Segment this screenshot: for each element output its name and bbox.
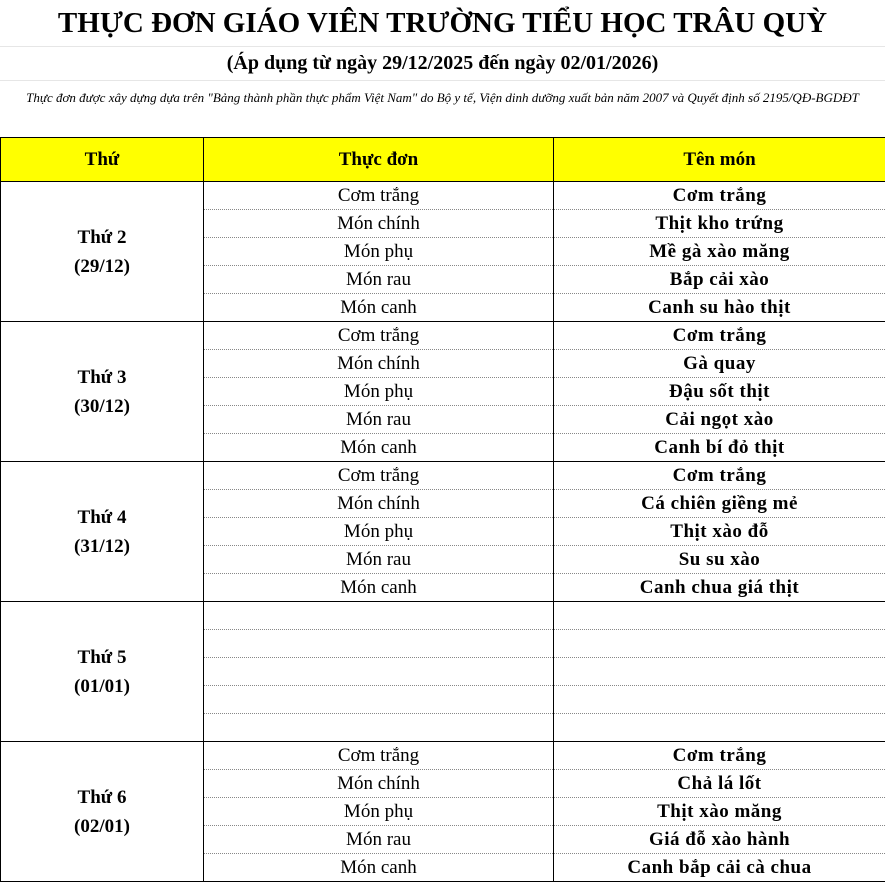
dish-name-cell: Canh chua giá thịt — [554, 574, 885, 602]
menu-table — [0, 137, 885, 882]
day-date: (29/12) — [1, 252, 203, 281]
meal-type-cell: Món canh — [204, 434, 554, 462]
dish-name-cell: Thịt kho trứng — [554, 210, 885, 238]
meal-type-cell: Món rau — [204, 546, 554, 574]
dish-name-cell: Chả lá lốt — [554, 770, 885, 798]
meal-type-cell: Món canh — [204, 574, 554, 602]
dish-name-cell: Cơm trắng — [554, 322, 885, 350]
meal-type-cell — [204, 658, 554, 686]
header-row — [1, 138, 885, 182]
meal-type-cell — [204, 602, 554, 630]
meal-type-cell — [204, 630, 554, 658]
dish-name-cell — [554, 602, 885, 630]
header-dish: Tên món — [554, 138, 885, 182]
dish-name-cell: Giá đỗ xào hành — [554, 826, 885, 854]
dish-name-cell: Canh su hào thịt — [554, 294, 885, 322]
meal-type-cell: Món phụ — [204, 798, 554, 826]
meal-type-cell: Món chính — [204, 770, 554, 798]
table-row — [1, 742, 885, 770]
header-menu: Thực đơn — [204, 138, 554, 182]
meal-type-cell: Cơm trắng — [204, 182, 554, 210]
dish-name-cell: Canh bí đỏ thịt — [554, 434, 885, 462]
dish-name-cell: Cơm trắng — [554, 182, 885, 210]
meal-type-cell: Món chính — [204, 210, 554, 238]
day-name: Thứ 6 — [1, 783, 203, 812]
dish-name-cell: Cá chiên giềng mẻ — [554, 490, 885, 518]
day-cell — [1, 742, 204, 882]
dish-name-cell: Cơm trắng — [554, 462, 885, 490]
meal-type-cell: Món phụ — [204, 238, 554, 266]
day-date: (01/01) — [1, 672, 203, 701]
dish-name-cell: Thịt xào măng — [554, 798, 885, 826]
day-name: Thứ 3 — [1, 363, 203, 392]
dish-name-cell: Cơm trắng — [554, 742, 885, 770]
header-day: Thứ — [1, 138, 204, 182]
dish-name-cell: Gà quay — [554, 350, 885, 378]
meal-type-cell: Món rau — [204, 826, 554, 854]
meal-type-cell: Cơm trắng — [204, 742, 554, 770]
date-range-subtitle: (Áp dụng từ ngày 29/12/2025 đến ngày 02/01/2026) — [0, 46, 885, 81]
meal-type-cell: Cơm trắng — [204, 462, 554, 490]
meal-type-cell: Món canh — [204, 294, 554, 322]
dish-name-cell: Thịt xào đỗ — [554, 518, 885, 546]
day-date: (02/01) — [1, 812, 203, 841]
day-date: (30/12) — [1, 392, 203, 421]
day-cell — [1, 182, 204, 322]
dish-name-cell: Đậu sốt thịt — [554, 378, 885, 406]
table-row — [1, 322, 885, 350]
source-note: Thực đơn được xây dựng dựa trên "Bảng thành phần thực phẩm Việt Nam" do Bộ y tế, Viện dinh dưỡng xuất bản năm 2007 và Quyết định số 2195/QĐ-BGDĐT — [0, 88, 885, 107]
menu-body — [1, 182, 885, 882]
day-cell — [1, 602, 204, 742]
dish-name-cell: Bắp cải xào — [554, 266, 885, 294]
meal-type-cell: Món phụ — [204, 378, 554, 406]
day-date: (31/12) — [1, 532, 203, 561]
dish-name-cell: Canh bắp cải cà chua — [554, 854, 885, 882]
dish-name-cell — [554, 714, 885, 742]
day-name: Thứ 2 — [1, 223, 203, 252]
day-name: Thứ 5 — [1, 643, 203, 672]
dish-name-cell: Mề gà xào măng — [554, 238, 885, 266]
day-cell — [1, 462, 204, 602]
table-row — [1, 182, 885, 210]
meal-type-cell: Món canh — [204, 854, 554, 882]
day-name: Thứ 4 — [1, 503, 203, 532]
meal-type-cell: Món rau — [204, 266, 554, 294]
day-cell — [1, 322, 204, 462]
table-row — [1, 602, 885, 630]
meal-type-cell: Cơm trắng — [204, 322, 554, 350]
dish-name-cell — [554, 686, 885, 714]
dish-name-cell — [554, 630, 885, 658]
meal-type-cell — [204, 714, 554, 742]
meal-type-cell: Món chính — [204, 490, 554, 518]
meal-type-cell: Món rau — [204, 406, 554, 434]
dish-name-cell — [554, 658, 885, 686]
meal-type-cell: Món phụ — [204, 518, 554, 546]
dish-name-cell: Su su xào — [554, 546, 885, 574]
meal-type-cell: Món chính — [204, 350, 554, 378]
table-row — [1, 462, 885, 490]
meal-type-cell — [204, 686, 554, 714]
dish-name-cell: Cải ngọt xào — [554, 406, 885, 434]
page-title: THỰC ĐƠN GIÁO VIÊN TRƯỜNG TIỂU HỌC TRÂU QUỲ — [0, 0, 885, 47]
